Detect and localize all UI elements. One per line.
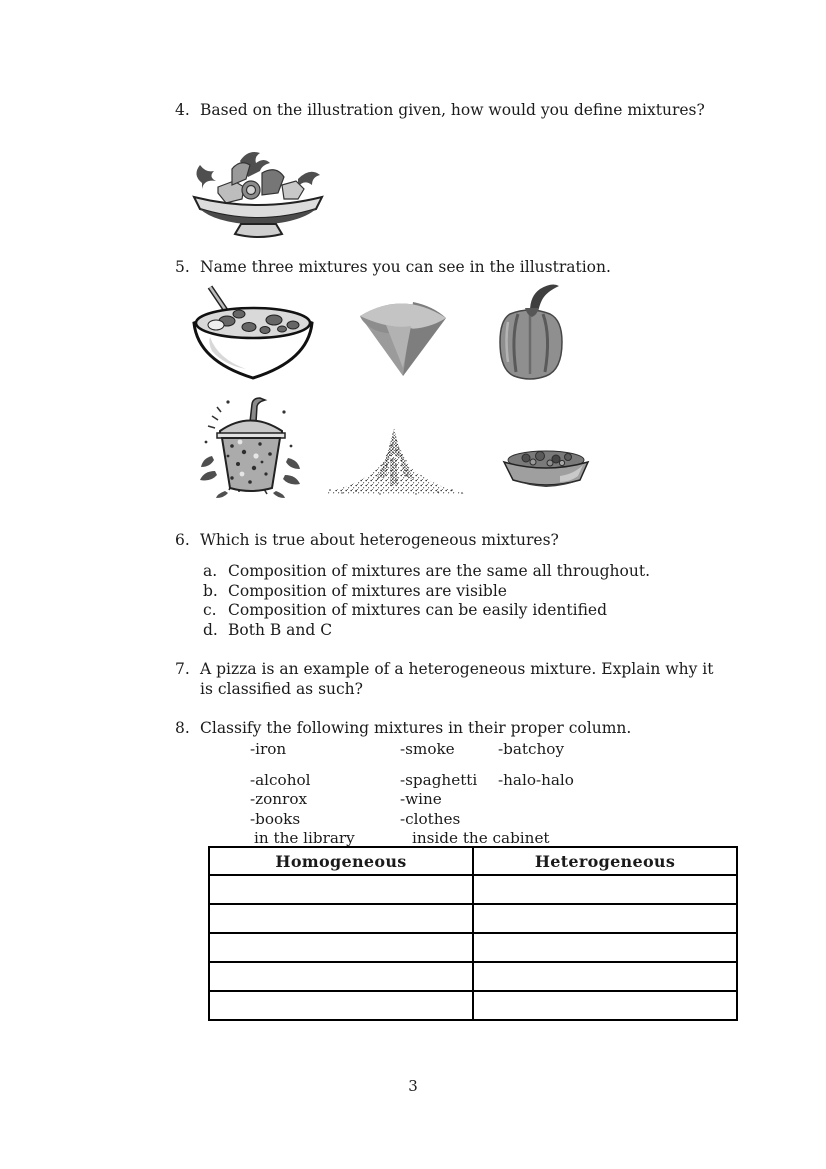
option-c: [203, 601, 650, 621]
question-6: [175, 531, 559, 551]
question-4-number: 4.: [175, 101, 190, 119]
smoothie-cup-illustration: [198, 394, 303, 498]
salad-bowl-icon: [188, 147, 328, 241]
option-c-letter: c.: [203, 601, 217, 620]
option-c-text: Composition of mixtures can be easily identified: [228, 601, 608, 620]
soup-bowl-illustration: [190, 283, 316, 383]
homogeneous-empty-cell: [209, 962, 473, 991]
option-d: [203, 621, 650, 641]
soup-bowl-icon: [190, 283, 316, 383]
question-7: [175, 660, 722, 699]
table-row: [209, 991, 737, 1020]
option-a-text: Composition of mixtures are the same all throughout.: [228, 562, 650, 580]
word-halo-halo: -halo-halo: [498, 771, 574, 789]
salad-plate-illustration: [500, 446, 592, 492]
question-8-number: 8.: [175, 719, 190, 737]
sand-pile-icon: [320, 424, 468, 496]
question-7-number: 7.: [175, 660, 190, 678]
word-inside-the-cabinet: inside the cabinet: [412, 829, 550, 847]
heterogeneous-empty-cell: [473, 875, 737, 904]
heterogeneous-header: Heterogeneous: [473, 847, 737, 875]
homogeneous-empty-cell: [209, 875, 473, 904]
question-7-text: A pizza is an example of a heterogeneous mixture. Explain why it is classified as such?: [200, 660, 714, 698]
salad-plate-icon: [500, 446, 592, 492]
cone-illustration: [356, 294, 450, 378]
heterogeneous-empty-cell: [473, 933, 737, 962]
bell-pepper-illustration: [496, 284, 566, 382]
question-8: [175, 719, 631, 739]
word-smoke: -smoke: [400, 740, 455, 758]
question-5-text: Name three mixtures you can see in the illustration.: [200, 258, 611, 276]
question-6-number: 6.: [175, 531, 190, 549]
word-wine: -wine: [400, 790, 442, 808]
question-6-options: [203, 562, 650, 640]
homogeneous-empty-cell: [209, 991, 473, 1020]
homogeneous-empty-cell: [209, 904, 473, 933]
sand-pile-illustration: [320, 424, 468, 496]
option-b-letter: b.: [203, 581, 218, 600]
option-b-text: Composition of mixtures are visible: [228, 581, 507, 600]
salad-bowl-illustration: [188, 147, 328, 241]
question-5-number: 5.: [175, 258, 190, 276]
word-batchoy: -batchoy: [498, 740, 565, 758]
homogeneous-header: Homogeneous: [209, 847, 473, 875]
bell-pepper-icon: [496, 284, 566, 382]
table-header-row: [209, 847, 737, 875]
question-6-text: Which is true about heterogeneous mixtures?: [200, 531, 559, 549]
word-zonrox: -zonrox: [250, 790, 308, 808]
word-spaghetti: -spaghetti: [400, 771, 478, 789]
question-8-text: Classify the following mixtures in their proper column.: [200, 719, 632, 737]
page-number: 3: [408, 1077, 418, 1095]
heterogeneous-empty-cell: [473, 904, 737, 933]
homogeneous-empty-cell: [209, 933, 473, 962]
word-in-the-library: in the library: [254, 829, 355, 847]
word-books: -books: [250, 810, 301, 828]
option-d-text: Both B and C: [228, 620, 333, 639]
word-iron: -iron: [250, 740, 287, 758]
heterogeneous-empty-cell: [473, 991, 737, 1020]
question-5: [175, 258, 611, 278]
option-d-letter: d.: [203, 620, 218, 639]
option-a-letter: a.: [203, 562, 218, 580]
question-4-text: Based on the illustration given, how would you define mixtures?: [200, 101, 705, 119]
table-row: [209, 933, 737, 962]
word-clothes: -clothes: [400, 810, 461, 828]
smoothie-cup-icon: [198, 394, 303, 498]
table-row: [209, 875, 737, 904]
table-row: [209, 962, 737, 991]
table-row: [209, 904, 737, 933]
classification-table: [208, 846, 738, 1021]
question-4: [175, 101, 705, 121]
option-a: [203, 562, 650, 582]
word-alcohol: -alcohol: [250, 771, 311, 789]
heterogeneous-empty-cell: [473, 962, 737, 991]
cone-icon: [356, 294, 450, 378]
option-b: [203, 582, 650, 602]
